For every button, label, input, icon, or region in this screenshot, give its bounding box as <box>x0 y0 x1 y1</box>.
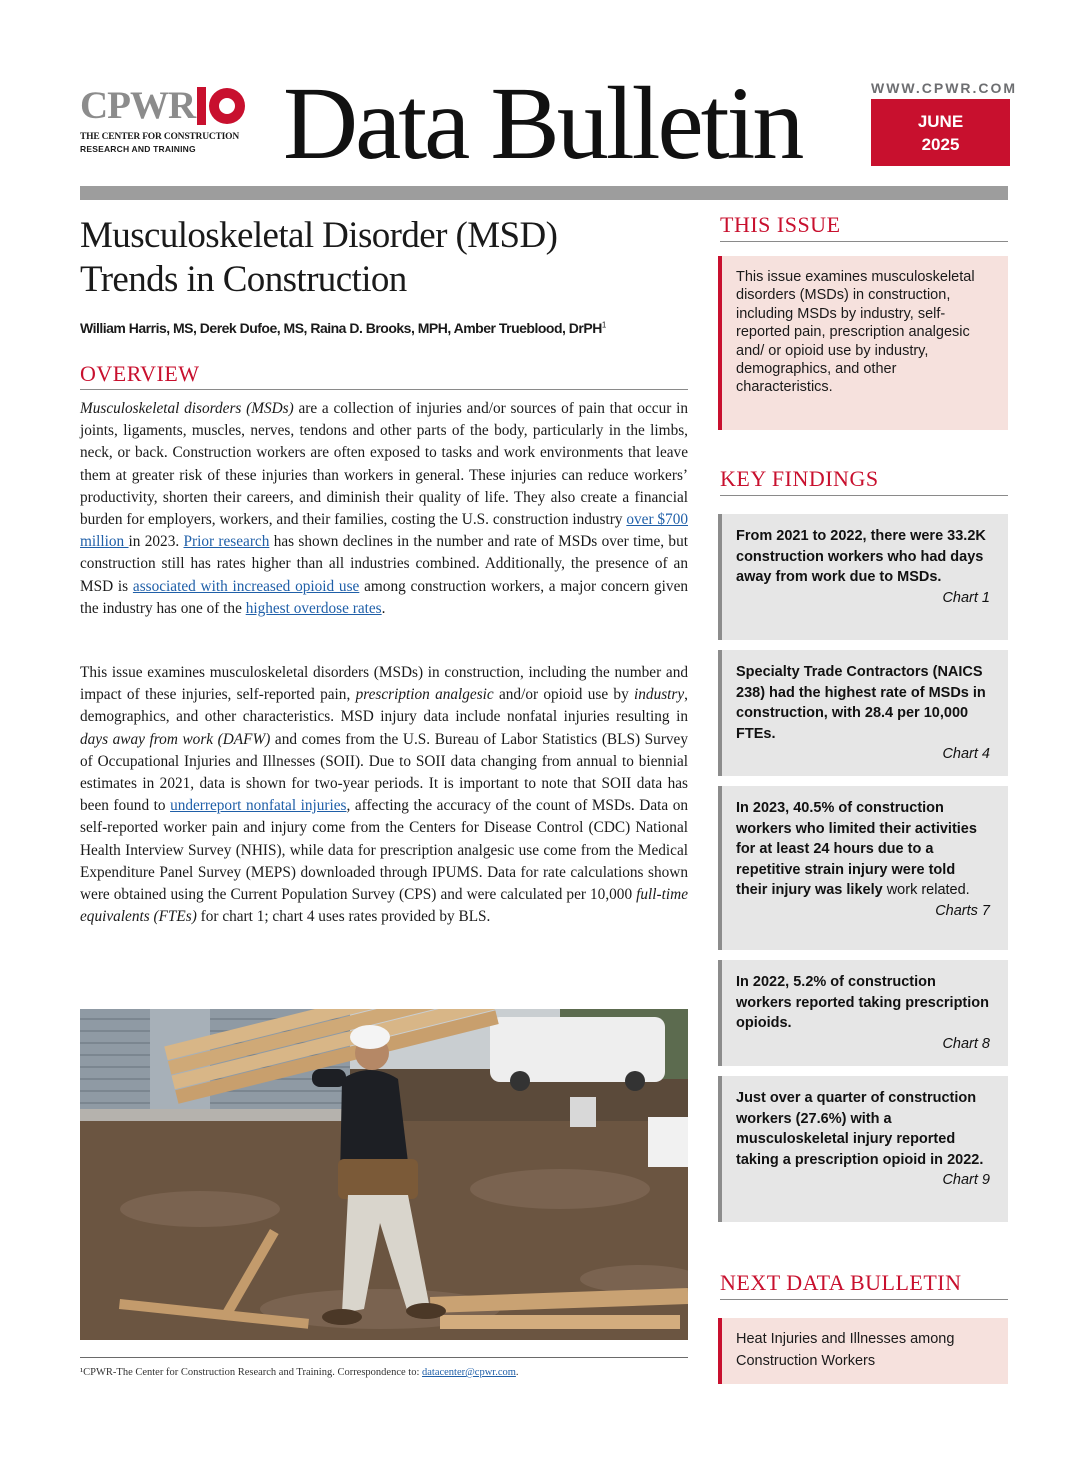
overview-paragraph-1 <box>80 398 688 620</box>
finding-text-wrapper <box>736 798 990 901</box>
this-issue-text: This issue examines musculoskeletal disorders (MSDs) in construction, including MSDs by industry, self-reported pain, prescription analgesic and/ or opioid use by industry, demographics, and other characteristics. <box>736 269 975 396</box>
cost-link[interactable]: over $700 million <box>80 511 688 551</box>
p1-text-d: has shown declines in the number and rate of MSDs over time, but construction still has rates higher than all industries combined. Additionally, the presence of an MSD is <box>80 533 688 595</box>
article-title-line-2: Trends in Construction <box>80 259 407 300</box>
key-finding-2 <box>718 650 1008 776</box>
key-finding-3 <box>718 786 1008 950</box>
key-findings-heading-block <box>720 466 1008 496</box>
finding-chart-ref: Chart 4 <box>942 746 990 762</box>
authors-text: William Harris, MS, Derek Dufoe, MS, Raina D. Brooks, MPH, Amber Trueblood, DrPH <box>80 320 602 336</box>
finding-text-normal: work related. <box>886 882 970 898</box>
logo-mark-icon <box>197 87 245 125</box>
p2-term-analgesic: prescription analgesic <box>355 686 494 704</box>
opioid-use-link[interactable]: associated with increased opioid use <box>132 577 360 595</box>
msd-term: Musculoskeletal disorders (MSDs) <box>80 400 294 417</box>
key-finding-5 <box>718 1076 1008 1222</box>
this-issue-heading-block <box>720 212 1008 242</box>
prior-research-link[interactable]: Prior research <box>183 533 270 551</box>
next-bulletin-text: Heat Injuries and Illnesses among Construction Workers <box>736 1331 955 1369</box>
authors-footnote-marker: 1 <box>601 320 606 330</box>
footnote <box>80 1367 700 1378</box>
issue-month: JUNE <box>917 111 964 131</box>
p1-text-b: are a collection of injuries and/or sources of pain that occur in joints, ligaments, muscles, nerves, tendons and other parts of the body, particularly in the limbs, neck, or back. Construction workers are often exposed to tasks and work environments that leave them at greater risk of these injuries than workers in general. These injuries can reduce workers’ productivity, shorten their careers, and diminish their quality of life. They also create a financial burden for employers, workers, and their families, costing the U.S. construction industry <box>80 400 688 529</box>
footnote-divider <box>80 1357 688 1358</box>
p2-text-g: and comes from the U.S. Bureau of Labor Statistics (BLS) Survey of Occupational Injuries and Illnesses (SOII). Due to SOII data changing from annual to biennial estimates in 2021, data is shown for two-year periods. It is important to note that SOII data has been found to <box>80 730 688 815</box>
article-title-line-1: Musculoskeletal Disorder (MSD) <box>80 215 558 256</box>
p2-text-e: , demographics, and other characteristics. MSD injury data include nonfatal injuries resulting in <box>80 686 688 726</box>
p1-text-e: among construction workers, a major concern given the industry has one of the <box>80 577 689 617</box>
p2-text-h: , affecting the accuracy of the count of MSDs. Data on self-reported worker pain and injury come from the Centers for Disease Control (CDC) National Health Interview Survey (NHIS), while data for prescription analgesic use come from the Medical Expenditure Panel Survey (MEPS) downloaded through IPUMS. Data for rate calculations shown were obtained using the Current Population Survey (CPS) and were calculated per 10,000 <box>80 797 688 904</box>
finding-chart-ref: Chart 1 <box>942 589 990 606</box>
website-link[interactable]: WWW.CPWR.COM <box>871 80 1018 96</box>
p1-text-c: in 2023. <box>128 533 184 551</box>
author-list <box>80 320 700 336</box>
footnote-end: . <box>515 1367 519 1378</box>
article-title <box>80 214 690 302</box>
p2-text-a: This issue examines musculoskeletal disorders (MSDs) in construction, including the number and impact of these injuries, self-reported pain, <box>80 664 688 704</box>
underreport-link[interactable]: underreport nonfatal injuries <box>170 797 347 815</box>
p2-term-industry: industry <box>634 686 685 704</box>
finding-text: In 2023, 40.5% of construction workers who limited their activities for at least 24 hours due to a repetitive strain injury were told their injury was likely <box>736 800 977 898</box>
finding-chart-ref: Charts 7 <box>935 902 990 919</box>
finding-text: From 2021 to 2022, there were 33.2K construction workers who had days away from work due to MSDs. <box>736 528 986 585</box>
key-finding-4 <box>718 960 1008 1066</box>
finding-text: In 2022, 5.2% of construction workers reported taking prescription opioids. <box>736 974 990 1031</box>
overdose-rates-link[interactable]: highest overdose rates <box>245 599 382 617</box>
logo-line-1: THE CENTER FOR CONSTRUCTION <box>80 132 240 142</box>
next-bulletin-box <box>718 1318 1008 1384</box>
key-findings-heading: KEY FINDINGS <box>720 466 879 491</box>
email-link[interactable]: datacenter@cpwr.com <box>422 1367 516 1378</box>
logo-wordmark: CPWR <box>80 84 196 127</box>
p2-text-c: and/or opioid use by <box>493 686 635 704</box>
logo-line-2: RESEARCH AND TRAINING <box>80 144 196 154</box>
p2-term-fte: full-time equivalents (FTEs) <box>80 886 688 926</box>
finding-text: Specialty Trade Contractors (NAICS 238) had the highest rate of MSDs in construction, with 28.4 per 10,000 FTEs. <box>736 664 986 742</box>
issue-year: 2025 <box>921 134 960 154</box>
finding-chart-ref: Chart 8 <box>942 1035 990 1052</box>
next-bulletin-heading: NEXT DATA BULLETIN <box>720 1270 962 1295</box>
p1-text-f: . <box>381 599 386 617</box>
p2-text-j: for chart 1; chart 4 uses rates provided by BLS. <box>196 908 491 926</box>
footnote-text: ¹CPWR-The Center for Construction Research and Training. Correspondence to: <box>80 1367 422 1378</box>
p2-term-dafw: days away from work (DAFW) <box>80 730 271 748</box>
header-divider <box>80 186 1008 200</box>
masthead-title: Data Bulletin <box>283 66 802 181</box>
this-issue-box <box>718 256 1008 430</box>
issue-date-badge <box>871 99 1010 166</box>
key-finding-1 <box>718 514 1008 640</box>
overview-paragraph-2 <box>80 662 688 928</box>
finding-text: Just over a quarter of construction workers (27.6%) with a musculoskeletal injury reported taking a prescription opioid in 2022. <box>736 1090 984 1168</box>
this-issue-heading: THIS ISSUE <box>720 212 841 237</box>
overview-heading: OVERVIEW <box>80 361 200 386</box>
cpwr-logo <box>80 86 260 155</box>
overview-heading-block <box>80 361 688 390</box>
next-bulletin-heading-block <box>720 1270 1008 1300</box>
construction-worker-photo <box>80 1009 688 1340</box>
finding-chart-ref: Chart 9 <box>942 1172 990 1188</box>
